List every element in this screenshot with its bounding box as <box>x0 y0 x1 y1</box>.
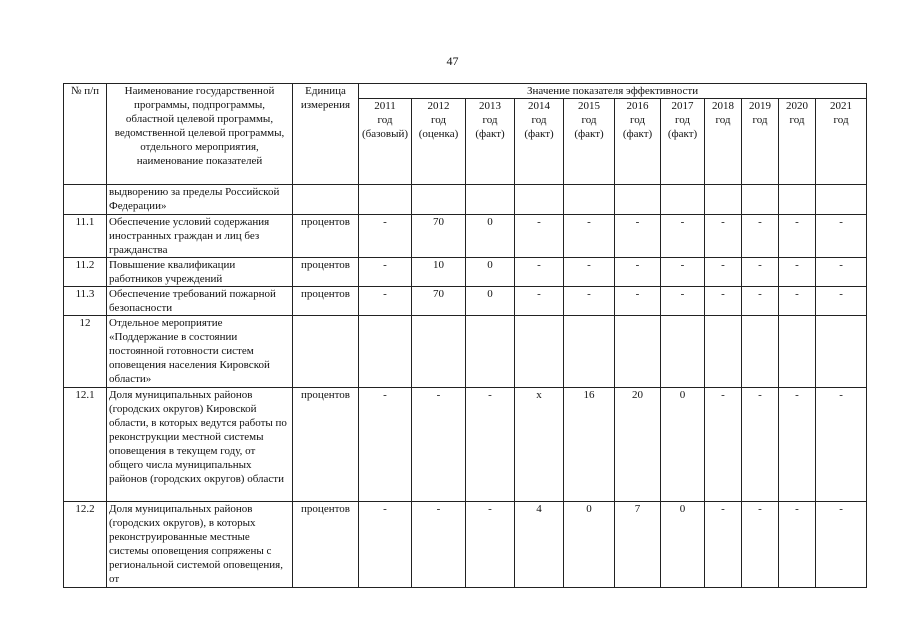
row-value: - <box>779 287 816 316</box>
row-value <box>661 185 705 215</box>
row-value: - <box>705 258 742 287</box>
row-value <box>742 316 779 388</box>
row-value: - <box>816 215 867 258</box>
row-value: - <box>564 287 615 316</box>
row-value: - <box>564 258 615 287</box>
row-value: - <box>779 388 816 502</box>
row-value: - <box>466 502 515 588</box>
row-value: - <box>615 287 661 316</box>
header-unit: Единица измерения <box>293 84 359 185</box>
row-num: 12 <box>64 316 107 388</box>
row-unit: процентов <box>293 502 359 588</box>
row-unit: процентов <box>293 287 359 316</box>
row-unit: процентов <box>293 215 359 258</box>
row-value: - <box>705 287 742 316</box>
row-value <box>564 185 615 215</box>
header-year-2017 <box>661 99 705 185</box>
header-year-l1: год <box>482 114 498 126</box>
header-year-l2: (базовый) <box>361 128 409 140</box>
row-value: - <box>359 388 412 502</box>
row-value <box>515 185 564 215</box>
header-year-2016 <box>615 99 661 185</box>
row-value: - <box>742 388 779 502</box>
row-value: 0 <box>661 502 705 588</box>
header-year-2019 <box>742 99 779 185</box>
row-value <box>742 185 779 215</box>
row-value <box>466 316 515 388</box>
row-value <box>705 316 742 388</box>
row-value <box>359 185 412 215</box>
header-year-2011 <box>359 99 412 185</box>
header-name: Наименование государственной программы, подпрограммы, областной целевой программы, ведомственной целевой программы, отдельного мероприятия, наименование показателей <box>107 84 293 185</box>
row-num: 11.2 <box>64 258 107 287</box>
row-name: Обеспечение условий содержания иностранных граждан и лиц без гражданства <box>107 215 293 258</box>
table-row <box>64 258 867 287</box>
table-row <box>64 388 867 502</box>
row-value: - <box>359 258 412 287</box>
row-value: - <box>359 215 412 258</box>
header-year-2018 <box>705 99 742 185</box>
row-value: - <box>661 215 705 258</box>
row-value: 7 <box>615 502 661 588</box>
row-value: - <box>742 215 779 258</box>
row-value: - <box>816 258 867 287</box>
header-year-l1: год <box>833 114 849 126</box>
header-num: № п/п <box>64 84 107 185</box>
header-year-2020 <box>779 99 816 185</box>
row-value: - <box>661 287 705 316</box>
row-num <box>64 185 107 215</box>
header-year-year: 2019 <box>749 100 771 112</box>
row-value: 0 <box>466 258 515 287</box>
header-year-2015 <box>564 99 615 185</box>
header-year-l2: (факт) <box>475 128 505 140</box>
row-name: Отдельное мероприятие «Поддержание в состоянии постоянной готовности систем оповещения населения Кировской области» <box>107 316 293 388</box>
row-value <box>615 185 661 215</box>
row-value: 70 <box>412 215 466 258</box>
row-value: - <box>705 215 742 258</box>
row-value: - <box>466 388 515 502</box>
row-num: 12.1 <box>64 388 107 502</box>
header-year-l2: (факт) <box>667 128 698 140</box>
header-year-2014 <box>515 99 564 185</box>
row-value: - <box>615 215 661 258</box>
header-year-l1: год <box>674 114 691 126</box>
header-year-year: 2016 <box>626 100 649 112</box>
row-name: выдворению за пределы Российской Федерации» <box>107 185 293 215</box>
row-name: Доля муниципальных районов (городских округов), в которых реконструированные местные системы оповещения сопряжены с региональной системой оповещения, от <box>107 502 293 588</box>
header-year-year: 2014 <box>528 100 550 112</box>
row-value <box>705 185 742 215</box>
table-row <box>64 316 867 388</box>
row-value <box>412 185 466 215</box>
row-value: - <box>816 388 867 502</box>
row-num: 11.1 <box>64 215 107 258</box>
row-value: - <box>742 502 779 588</box>
row-value: - <box>359 287 412 316</box>
row-value: - <box>515 258 564 287</box>
header-year-year: 2020 <box>786 100 808 112</box>
row-name: Повышение квалификации работников учреждений <box>107 258 293 287</box>
row-unit: процентов <box>293 258 359 287</box>
row-name: Доля муниципальных районов (городских округов) Кировской области, в которых ведутся работы по реконструкции местной системы оповещения в текущем году, от общего числа муниципальных районов (городских округов) области <box>107 388 293 502</box>
row-num: 12.2 <box>64 502 107 588</box>
header-year-l1: год <box>789 114 805 126</box>
row-value <box>615 316 661 388</box>
row-value: 0 <box>661 388 705 502</box>
row-value: 16 <box>564 388 615 502</box>
row-value: - <box>661 258 705 287</box>
row-value: - <box>564 215 615 258</box>
table-row <box>64 502 867 588</box>
row-num: 11.3 <box>64 287 107 316</box>
header-year-l1: год <box>581 114 597 126</box>
row-unit <box>293 316 359 388</box>
row-value <box>779 185 816 215</box>
table-row <box>64 287 867 316</box>
row-value: 0 <box>564 502 615 588</box>
header-year-year: 2011 <box>374 100 396 112</box>
row-value: 4 <box>515 502 564 588</box>
header-year-l2: (факт) <box>622 128 653 140</box>
row-value <box>359 316 412 388</box>
row-value: - <box>779 215 816 258</box>
header-year-l2: (оценка) <box>418 128 459 140</box>
row-value: - <box>359 502 412 588</box>
row-value: - <box>742 258 779 287</box>
header-year-2012 <box>412 99 466 185</box>
header-year-year: 2017 <box>671 100 694 112</box>
header-year-l1: год <box>377 114 393 126</box>
header-year-l2: (факт) <box>524 128 554 140</box>
row-value: x <box>515 388 564 502</box>
row-value <box>816 185 867 215</box>
header-year-l1: год <box>531 114 547 126</box>
header-year-2013 <box>466 99 515 185</box>
header-year-l1: год <box>629 114 646 126</box>
row-value: - <box>816 502 867 588</box>
row-value <box>816 316 867 388</box>
row-value: 20 <box>615 388 661 502</box>
header-year-l2: (факт) <box>574 128 604 140</box>
row-value: - <box>779 502 816 588</box>
header-year-year: 2012 <box>427 100 450 112</box>
header-year-year: 2018 <box>712 100 734 112</box>
row-value <box>661 316 705 388</box>
row-value: - <box>816 287 867 316</box>
row-value <box>412 316 466 388</box>
row-value: - <box>779 258 816 287</box>
row-value: - <box>412 502 466 588</box>
table-body <box>64 185 867 588</box>
row-value: - <box>412 388 466 502</box>
header-year-year: 2015 <box>578 100 600 112</box>
row-unit <box>293 185 359 215</box>
row-value: - <box>742 287 779 316</box>
header-year-l1: год <box>752 114 768 126</box>
row-unit: процентов <box>293 388 359 502</box>
row-value: 0 <box>466 215 515 258</box>
header-year-l1: год <box>430 114 447 126</box>
row-name: Обеспечение требований пожарной безопасности <box>107 287 293 316</box>
header-year-l1: год <box>715 114 731 126</box>
row-value <box>515 316 564 388</box>
row-value: 0 <box>466 287 515 316</box>
header-value-group: Значение показателя эффективности <box>359 84 867 99</box>
row-value: 70 <box>412 287 466 316</box>
page-number: 47 <box>446 54 459 68</box>
row-value <box>779 316 816 388</box>
header-year-year: 2021 <box>830 100 853 112</box>
table-row <box>64 215 867 258</box>
row-value: - <box>615 258 661 287</box>
row-value: - <box>705 502 742 588</box>
table-row <box>64 185 867 215</box>
row-value: - <box>515 287 564 316</box>
row-value: - <box>705 388 742 502</box>
indicators-table <box>63 83 867 588</box>
row-value: 10 <box>412 258 466 287</box>
header-year-year: 2013 <box>479 100 501 112</box>
row-value <box>564 316 615 388</box>
row-value: - <box>515 215 564 258</box>
header-year-2021 <box>816 99 867 185</box>
row-value <box>466 185 515 215</box>
